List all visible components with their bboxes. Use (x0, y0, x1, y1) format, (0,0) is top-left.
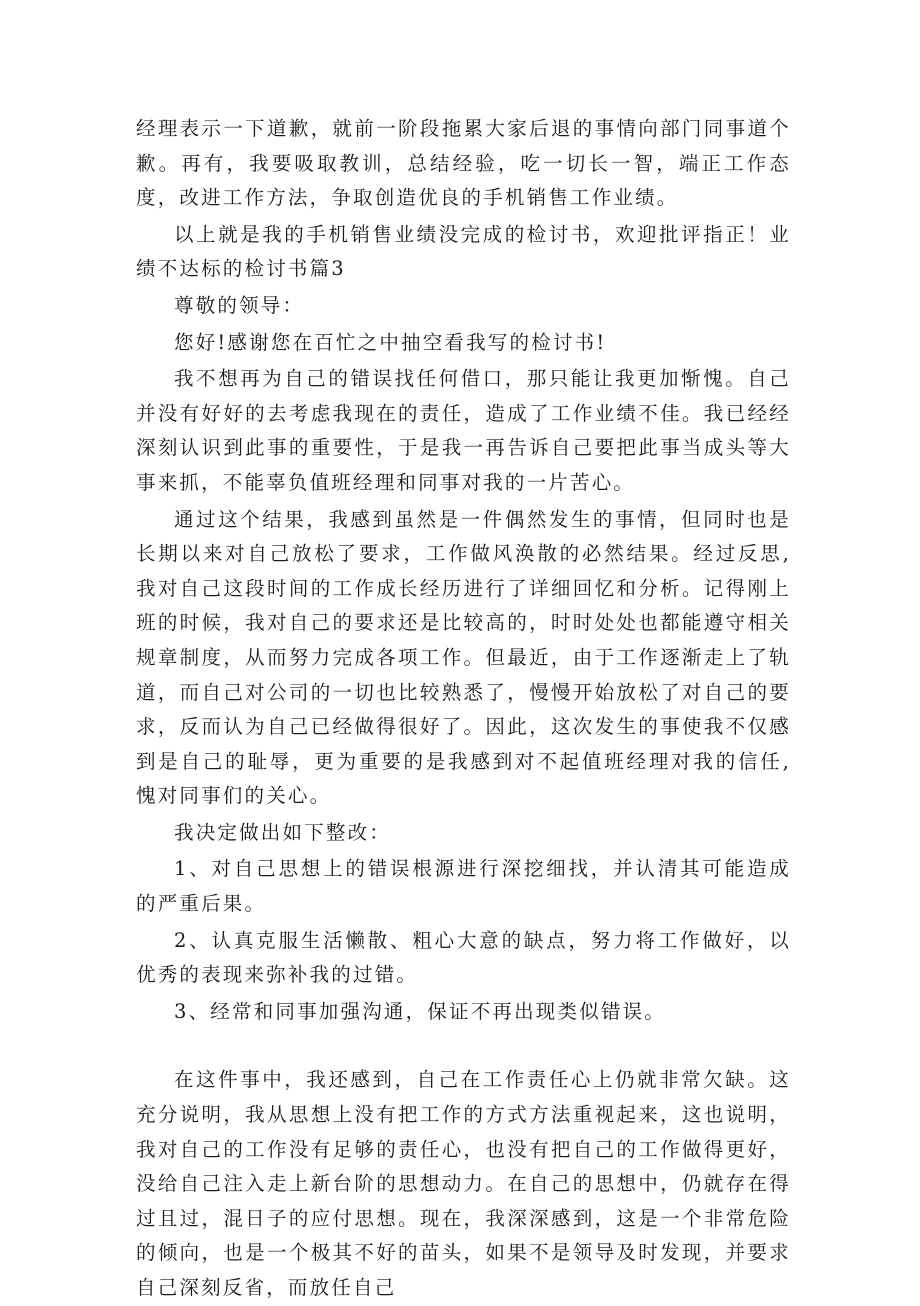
rectification-item-1: 1、对自己思想上的错误根源进行深挖细找，并认清其可能造成的严重后果。 (136, 857, 791, 916)
salutation: 尊敬的领导： (174, 293, 305, 317)
greeting: 您好!感谢您在百忙之中抽空看我写的检讨书! (174, 330, 607, 354)
document-body (136, 112, 791, 1306)
paragraph-responsibility: 在这件事中，我还感到，自己在工作责任心上仍就非常欠缺。这充分说明，我从思想上没有把工作的方式方法重视起来，这也说明，我对自己的工作没有足够的责任心，也没有把自己的工作做得更好，没给自己注入走上新台阶的思想动力。在自己的思想中，仍就存在得过且过，混日子的应付思想。现在，我深深感到，这是一个非常危险的倾向，也是一个极其不好的苗头，如果不是领导及时发现，并要求自己深刻反省，而放任自己 (136, 1068, 791, 1299)
rectification-intro: 我决定做出如下整改： (174, 820, 392, 844)
paragraph-no-excuses: 我不想再为自己的错误找任何借口，那只能让我更加惭愧。自己并没有好好的去考虑我现在的责任，造成了工作业绩不佳。我已经经深刻认识到此事的重要性，于是我一再告诉自己要把此事当成头等大事来抓，不能辜负值班经理和同事对我的一片苦心。 (136, 367, 791, 494)
paragraph-continuation: 经理表示一下道歉，就前一阶段拖累大家后退的事情向部门同事道个歉。再有，我要吸取教训，总结经验，吃一切长一智，端正工作态度，改进工作方法，争取创造优良的手机销售工作业绩。 (136, 117, 791, 210)
paragraph-reflection: 通过这个结果，我感到虽然是一件偶然发生的事情，但同时也是长期以来对自己放松了要求，工作做风涣散的必然结果。经过反思,我对自己这段时间的工作成长经历进行了详细回忆和分析。记得刚上班的时候，我对自己的要求还是比较高的，时时处处也都能遵守相关规章制度，从而努力完成各项工作。但最近，由于工作逐渐走上了轨道，而自己对公司的一切也比较熟悉了，慢慢开始放松了对自己的要求，反而认为自己已经做得很好了。因此，这次发生的事使我不仅感到是自己的耻辱，更为重要的是我感到对不起值班经理对我的信任,愧对同事们的关心。 (136, 507, 791, 808)
rectification-item-3: 3、经常和同事加强沟通，保证不再出现类似错误。 (174, 999, 667, 1023)
paragraph-closing-and-heading: 以上就是我的手机销售业绩没完成的检讨书，欢迎批评指正！业绩不达标的检讨书篇3 (136, 222, 791, 281)
rectification-item-2: 2、认真克服生活懒散、粗心大意的缺点，努力将工作做好，以优秀的表现来弥补我的过错。 (136, 928, 791, 987)
